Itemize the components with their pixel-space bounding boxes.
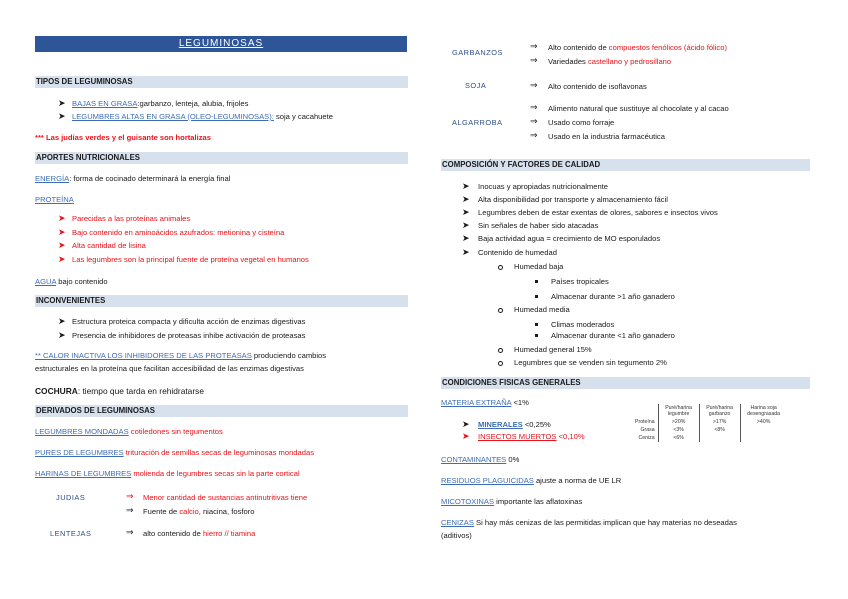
bullet-arrow-icon: ➤ (462, 181, 470, 191)
table-header-cell: Puré/harina legumbre (658, 404, 699, 418)
bullet-arrow-icon: ➤ (58, 316, 66, 326)
bullet-arrow-icon: ➤ (58, 98, 66, 108)
table-cell (699, 434, 740, 442)
minerales-line: MINERALES <0,25% (478, 420, 551, 429)
derivado-row: LEGUMBRES MONDADAS cotiledones sin tegumentos (35, 427, 223, 436)
bullet-arrow-icon: ➤ (58, 240, 66, 250)
table-row (632, 426, 787, 434)
composicion-item: Sin señales de haber sido atacadas (478, 221, 599, 230)
tipos-item: BAJAS EN GRASA:garbanzo, lenteja, alubia, frijoles (72, 99, 249, 108)
inconveniente-item: Estructura proteica compacta y dificulta acción de enzimas digestivas (72, 317, 306, 326)
humedad-general: Humedad general 15% (514, 345, 592, 354)
implies-arrow-icon: ⇒ (530, 41, 538, 51)
table-cell (740, 426, 787, 434)
proteina-label: PROTEÍNA (35, 195, 74, 204)
algarroba-line: Usado en la industria farmacéutica (548, 132, 665, 141)
inconveniente-item: Presencia de inhibidores de proteasas inhibe activación de proteasas (72, 331, 306, 340)
square-bullet-icon (535, 323, 538, 326)
section-derivados-header: DERIVADOS DE LEGUMINOSAS (35, 405, 408, 417)
table-cell: Proteína (632, 418, 658, 426)
implies-arrow-icon: ⇒ (530, 55, 538, 65)
table-header-cell: Puré/harina garbanzo (699, 404, 740, 418)
table-cell: <6% (658, 434, 699, 442)
proteina-item: Las legumbres son la principal fuente de proteína vegetal en humanos (72, 255, 309, 264)
bullet-arrow-icon: ➤ (462, 207, 470, 217)
bullet-arrow-icon: ➤ (58, 111, 66, 121)
bullet-arrow-icon: ➤ (58, 330, 66, 340)
composicion-item: Legumbres deben de estar exentas de olores, sabores e insectos vivos (478, 208, 718, 217)
table-cell: >40% (756, 419, 771, 425)
composicion-item: Contenido de humedad (478, 248, 557, 257)
bullet-arrow-icon: ➤ (58, 254, 66, 264)
garbanzos-line: Alto contenido de compuestos fenólicos (ácido fólico) (548, 43, 727, 52)
judias-tag: JUDIAS (56, 493, 86, 502)
judias-line: Fuente de calcio, niacina, fosforo (143, 507, 255, 516)
cenizas-line: CENIZAS Si hay más cenizas de las permitidas implican que hay materias no deseadas (441, 518, 737, 527)
implies-arrow-icon: ⇒ (530, 102, 538, 112)
soja-tag: SOJA (465, 81, 487, 90)
algarroba-tag: ALGARROBA (452, 118, 503, 127)
implies-arrow-icon: ⇒ (126, 505, 134, 515)
bullet-arrow-icon: ➤ (462, 233, 470, 243)
circle-bullet-icon (498, 361, 503, 366)
table-header-cell (632, 404, 658, 418)
table-header-cell: Harina soja desengrasada (747, 405, 781, 417)
derivado-row: PURES DE LEGUMBRES trituración de semillas secas de leguminosas mondadas (35, 448, 314, 457)
section-tipos-header: TIPOS DE LEGUMINOSAS (35, 76, 408, 88)
judias-line: Menor cantidad de sustancias antinutritivas tiene (143, 493, 308, 502)
humedad-baja: Humedad baja (514, 262, 564, 271)
square-bullet-icon (535, 295, 538, 298)
energia-line: ENERGÍA: forma de cocinado determinará la energía final (35, 174, 231, 183)
composicion-item: Alta disponibilidad por transporte y almacenamiento fácil (478, 195, 668, 204)
section-aportes-header: APORTES NUTRICIONALES (35, 152, 408, 164)
bullet-arrow-icon: ➤ (58, 227, 66, 237)
bullet-arrow-icon: ➤ (58, 213, 66, 223)
micotoxinas-line: MICOTOXINAS importante las aflatoxinas (441, 497, 583, 506)
cenizas-line-cont: (aditivos) (441, 531, 472, 540)
composition-table (632, 404, 787, 442)
humedad-baja-item: Almacenar durante >1 año ganadero (551, 292, 675, 301)
table-row (632, 434, 787, 442)
composicion-item: Baja actividad agua = crecimiento de MO esporulados (478, 234, 661, 243)
residuos-line: RESIDUOS PLAGUICIDAS ajuste a norma de UE LR (441, 476, 622, 485)
implies-arrow-icon: ⇒ (126, 491, 134, 501)
bullet-arrow-icon: ➤ (462, 431, 470, 441)
calor-note-cont: estructurales en la proteína que facilitan accesibilidad de las enzimas digestivas (35, 364, 304, 373)
table-cell (740, 434, 787, 442)
table-cell: <8% (699, 426, 740, 434)
humedad-baja-item: Países tropicales (551, 277, 609, 286)
section-composicion-header: COMPOSICIÓN Y FACTORES DE CALIDAD (441, 159, 810, 171)
insectos-line: INSECTOS MUERTOS <0,10% (478, 432, 585, 441)
proteina-item: Parecidas a las proteínas animales (72, 214, 191, 223)
garbanzos-tag: GARBANZOS (452, 48, 503, 57)
proteina-item: Bajo contenido en aminoácidos azufrados: metionina y cisteína (72, 228, 285, 237)
implies-arrow-icon: ⇒ (530, 116, 538, 126)
bullet-arrow-icon: ➤ (462, 247, 470, 257)
derivado-row: HARINAS DE LEGUMBRES molienda de legumbres secas sin la parte cortical (35, 469, 300, 478)
humedad-media-item: Climas moderados (551, 320, 615, 329)
circle-bullet-icon (498, 265, 503, 270)
soja-line: Alto contenido de isoflavonas (548, 82, 647, 91)
square-bullet-icon (535, 334, 538, 337)
table-cell: >17% (699, 418, 740, 426)
coccion-line: COCHURA: tiempo que tarda en rehidratarse (35, 386, 204, 396)
garbanzos-line: Variedades castellano y pedrosillano (548, 57, 672, 66)
table-cell: Ceniza (632, 434, 658, 442)
bullet-arrow-icon: ➤ (462, 419, 470, 429)
circle-bullet-icon (498, 348, 503, 353)
sin-tegumento: Legumbres que se venden sin tegumento 2% (514, 358, 667, 367)
implies-arrow-icon: ⇒ (530, 80, 538, 90)
implies-arrow-icon: ⇒ (530, 130, 538, 140)
lentejas-line: alto contenido de hierro // tiamina (143, 529, 256, 538)
humedad-media: Humedad media (514, 305, 570, 314)
circle-bullet-icon (498, 308, 503, 313)
square-bullet-icon (535, 280, 538, 283)
algarroba-line: Alimento natural que sustituye al chocolate y al cacao (548, 104, 729, 113)
bullet-arrow-icon: ➤ (462, 220, 470, 230)
tipos-note: *** Las judías verdes y el guisante son hortalizas (35, 133, 211, 142)
agua-line: AGUA bajo contenido (35, 277, 108, 286)
composicion-item: Inocuas y apropiadas nutricionalmente (478, 182, 609, 191)
humedad-media-item: Almacenar durante <1 año ganadero (551, 331, 675, 340)
bullet-arrow-icon: ➤ (462, 194, 470, 204)
implies-arrow-icon: ⇒ (126, 527, 134, 537)
page-title: LEGUMINOSAS (35, 36, 407, 52)
table-row (632, 418, 787, 426)
table-cell: Grasa (632, 426, 658, 434)
calor-note: ** CALOR INACTIVA LOS INHIBIDORES DE LAS PROTEASAS produciendo cambios (35, 351, 327, 360)
table-cell: >20% (658, 418, 699, 426)
table-cell: <3% (658, 426, 699, 434)
proteina-item: Alta cantidad de lisina (72, 241, 146, 250)
section-inconvenientes-header: INCONVENIENTES (35, 295, 408, 307)
materia-extrana-line: MATERIA EXTRAÑA <1% (441, 398, 529, 407)
section-condiciones-header: CONDICIONES FISICAS GENERALES (441, 377, 810, 389)
algarroba-line: Usado como forraje (548, 118, 615, 127)
lentejas-tag: LENTEJAS (50, 529, 92, 538)
tipos-item: LEGUMBRES ALTAS EN GRASA (OLEO-LEGUMINOSAS): soja y cacahuete (72, 112, 333, 121)
contaminantes-line: CONTAMINANTES 0% (441, 455, 520, 464)
table-row (632, 404, 787, 418)
